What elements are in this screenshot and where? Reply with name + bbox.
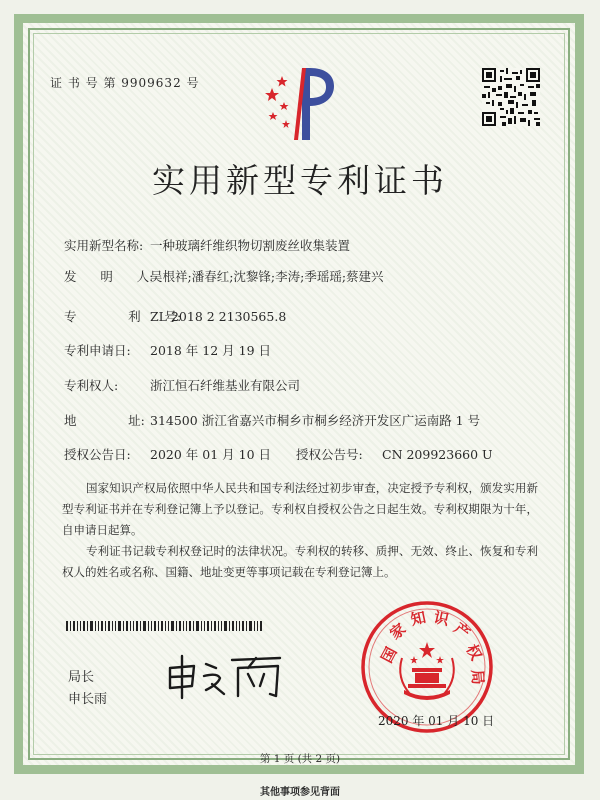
legal-status-paragraph: 专利证书记载专利权登记时的法律状况。专利权的转移、质押、无效、终止、恢复和专利权人的姓名或名称、国籍、地址变更等事项记载在专利登记簿上。: [62, 544, 538, 579]
barcode-icon: [66, 621, 262, 631]
grant-date-label: 授权公告日:: [64, 447, 131, 462]
svg-text:家: 家: [386, 619, 410, 644]
qr-code-icon: [482, 68, 540, 126]
footer-note: 其他事项参见背面: [260, 787, 340, 798]
filing-date-label: 专利申请日:: [64, 343, 131, 358]
handwritten-signature: [160, 650, 290, 702]
address-row: [64, 411, 480, 429]
grant-date-value: 2020 年 01 月 10 日: [150, 447, 271, 462]
inventor-value: 吴根祥;潘春红;沈黎锋;李涛;季瑶瑶;蔡建兴: [150, 269, 384, 284]
director-name: 申长雨: [68, 692, 108, 707]
patent-holder-label: 专利权人:: [64, 378, 119, 393]
svg-text:权: 权: [462, 641, 486, 664]
utility-model-name-value: 一种玻璃纤维织物切割废丝收集装置: [150, 238, 351, 253]
page-indicator: 第 1 页 (共 2 页): [259, 753, 341, 765]
patent-number-row: [64, 307, 286, 325]
patent-number-value: ZL 2018 2 2130565.8: [150, 309, 287, 324]
address-label: 地 址:: [64, 413, 145, 428]
filing-date-row: [64, 341, 271, 359]
patent-holder-value: 浙江恒石纤维基业有限公司: [150, 378, 301, 393]
svg-text:识: 识: [432, 608, 451, 630]
grant-number-row: [296, 445, 493, 463]
utility-model-name-label: 实用新型名称:: [64, 238, 144, 253]
inventor-row: [64, 267, 384, 285]
svg-text:局: 局: [468, 669, 488, 686]
svg-text:知: 知: [409, 608, 428, 629]
grant-date-row: [64, 445, 271, 463]
patent-number-label: 专 利 号:: [64, 309, 182, 324]
certificate-title: 实用新型专利证书: [152, 161, 448, 200]
certificate-number: 证 书 号 第 9909632 号: [50, 76, 200, 90]
patent-holder-row: [64, 376, 300, 394]
seal-date: 2020 年 01 月 10 日: [378, 714, 495, 728]
address-value: 314500 浙江省嘉兴市桐乡市桐乡经济开发区广运南路 1 号: [150, 413, 481, 428]
director-title: 局长: [68, 670, 95, 685]
grant-number-value: CN 209923660 U: [382, 447, 493, 462]
svg-text:产: 产: [450, 618, 474, 643]
patent-office-logo-icon: [258, 64, 342, 144]
inventor-label: 发 明 人:: [64, 269, 154, 284]
grant-statement-paragraph: 国家知识产权局依照中华人民共和国专利法经过初步审查，决定授予专利权，颁发实用新型专利证书并在专利登记簿上予以登记。专利权自授权公告之日起生效。专利权期限为十年，自申请日起算。: [62, 481, 538, 537]
svg-text:国: 国: [377, 644, 401, 666]
filing-date-value: 2018 年 12 月 19 日: [150, 343, 271, 358]
grant-number-label: 授权公告号:: [296, 447, 363, 462]
utility-model-name-row: [64, 236, 350, 254]
